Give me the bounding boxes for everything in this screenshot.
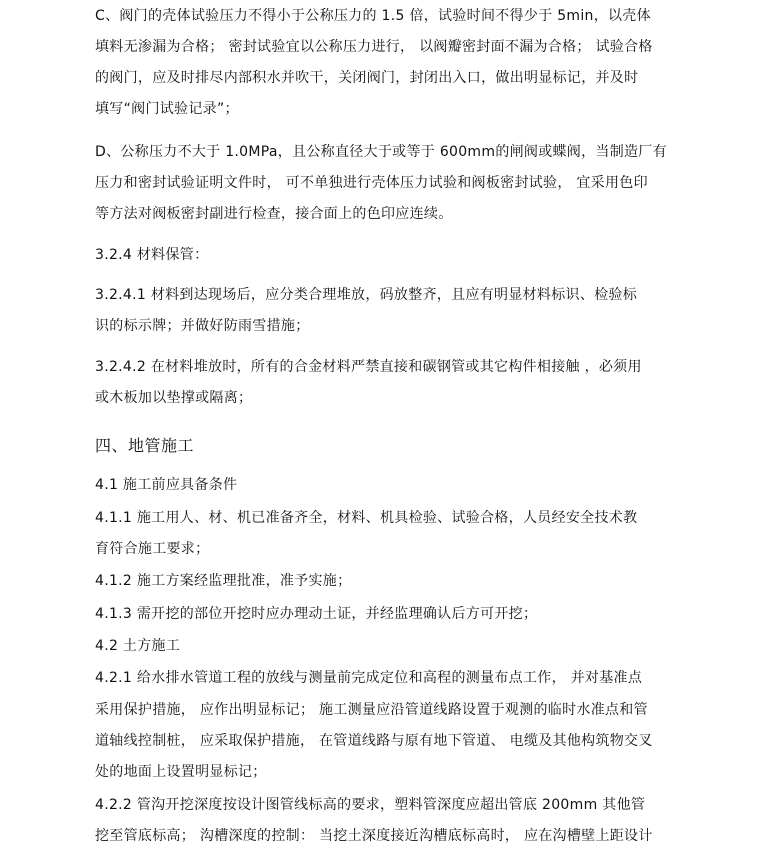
text-line: 压力和密封试验证明文件时， 可不单独进行壳体压力试验和阀板密封试验， 宜采用色印 [95, 175, 648, 191]
text-line: 填料无渗漏为合格； 密封试验宜以公称压力进行， 以阀瓣密封面不漏为合格； 试验合格 [95, 39, 653, 55]
text-line: 4.2.2 管沟开挖深度按设计图管线标高的要求，塑料管深度应超出管底 200mm 其他管 [95, 797, 646, 813]
text-line: D、公称压力不大于 1.0MPa，且公称直径大于或等于 600mm的闸阀或蝶阀，当制造厂有 [95, 144, 667, 160]
text-line: 处的地面上设置明显标记； [95, 764, 267, 780]
text-line: 道轴线控制桩， 应采取保护措施， 在管道线路与原有地下管道、 电缆及其他构筑物交叉 [95, 733, 653, 749]
text-line: 挖至管底标高； 沟槽深度的控制： 当挖土深度接近沟槽底标高时， 应在沟槽壁上距设计 [95, 828, 653, 844]
chapter-heading: 四、地管施工 [95, 436, 195, 455]
section-title: 4.1 施工前应具备条件 [95, 477, 238, 493]
text-line: 育符合施工要求； [95, 541, 210, 557]
section-title: 4.2 土方施工 [95, 638, 181, 654]
text-line: 3.2.4.2 在材料堆放时，所有的合金材料严禁直接和碳钢管或其它构件相接触 ，必须用 [95, 359, 642, 375]
text-line: 等方法对阀板密封副进行检查，接合面上的色印应连续。 [95, 206, 453, 222]
text-line: 3.2.4.1 材料到达现场后，应分类合理堆放，码放整齐，且应有明显材料标识、检验标 [95, 287, 638, 303]
section-title: 3.2.4 材料保管： [95, 247, 209, 263]
text-line: 4.1.3 需开挖的部位开挖时应办理动土证，并经监理确认后方可开挖； [95, 606, 538, 622]
text-line: 或木板加以垫撑或隔离； [95, 390, 253, 406]
text-line: 4.1.1 施工用人、材、机已准备齐全，材料、机具检验、试验合格，人员经安全技术教 [95, 510, 638, 526]
text-line: 填写“阀门试验记录”； [95, 101, 239, 117]
text-line: 4.1.2 施工方案经监理批准，准予实施； [95, 573, 352, 589]
text-line: 采用保护措施， 应作出明显标记； 施工测量应沿管道线路设置于观测的临时水准点和管 [95, 702, 648, 718]
text-line: 的阀门，应及时排尽内部积水并吹干，关闭阀门，封闭出入口，做出明显标记，并及时 [95, 70, 639, 86]
text-line: 4.2.1 给水排水管道工程的放线与测量前完成定位和高程的测量布点工作， 并对基准点 [95, 670, 643, 686]
text-line: C、阀门的壳体试验压力不得小于公称压力的 1.5 倍，试验时间不得少于 5min，以壳体 [95, 8, 651, 24]
text-line: 识的标示牌；并做好防雨雪措施； [95, 318, 310, 334]
